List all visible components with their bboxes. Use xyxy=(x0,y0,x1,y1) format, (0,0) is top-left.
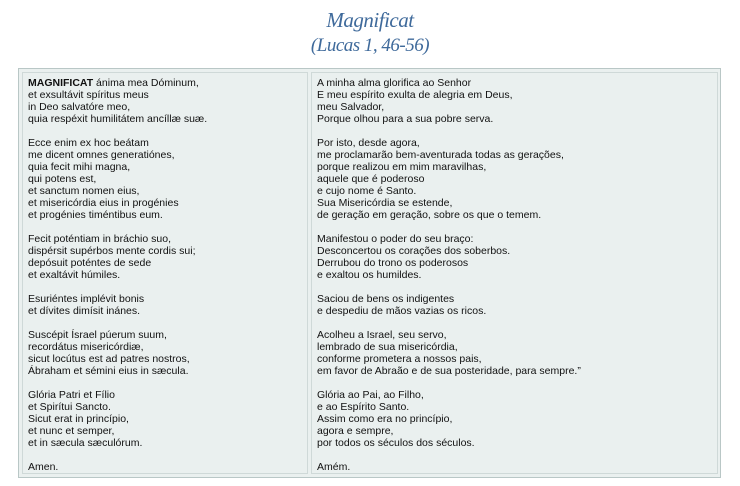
portuguese-stanza-1 xyxy=(317,77,717,125)
portuguese-line: E meu espírito exulta de alegria em Deus, xyxy=(317,89,513,101)
portuguese-line: e ao Espírito Santo. xyxy=(317,401,410,413)
latin-line: in Deo salvatóre meo, xyxy=(28,101,131,113)
latin-line: et in sæcula sæculórum. xyxy=(28,437,143,449)
portuguese-stanza-4 xyxy=(317,293,717,317)
portuguese-line: e despediu de mãos vazias os ricos. xyxy=(317,305,487,317)
portuguese-line: Assim como era no princípio, xyxy=(317,413,453,425)
portuguese-line: por todos os séculos dos séculos. xyxy=(317,437,475,449)
latin-line: quia fecit mihi magna, xyxy=(28,161,131,173)
portuguese-line: lembrado de sua misericórdia, xyxy=(317,341,458,353)
portuguese-stanza-7 xyxy=(317,461,717,473)
latin-first-line xyxy=(28,77,307,89)
portuguese-line: e exaltou os humildes. xyxy=(317,269,422,281)
latin-line: et progénies timéntibus eum. xyxy=(28,209,163,221)
latin-line: et exsultávit spíritus meus xyxy=(28,89,149,101)
latin-line: Fecit poténtiam in bráchio suo, xyxy=(28,233,171,245)
latin-stanza-5 xyxy=(28,329,307,377)
latin-line: Esuriéntes implévit bonis xyxy=(28,293,145,305)
portuguese-line: Sua Misericórdia se estende, xyxy=(317,197,453,209)
latin-stanza-2 xyxy=(28,137,307,221)
portuguese-line: Glória ao Pai, ao Filho, xyxy=(317,389,424,401)
latin-line: Ábraham et sémini eius in sæcula. xyxy=(28,365,189,377)
portuguese-line: conforme prometera a nossos pais, xyxy=(317,353,482,365)
portuguese-line: de geração em geração, sobre os que o temem. xyxy=(317,209,542,221)
latin-line: quia respéxit humilitátem ancíllæ suæ. xyxy=(28,113,208,125)
latin-line: qui potens est, xyxy=(28,173,97,185)
portuguese-stanza-3 xyxy=(317,233,717,281)
latin-first-word: MAGNIFICAT xyxy=(28,77,94,89)
portuguese-line: agora e sempre, xyxy=(317,425,394,437)
latin-line: et exaltávit húmiles. xyxy=(28,269,121,281)
portuguese-line: em favor de Abraão e de sua posteridade, para sempre.” xyxy=(317,365,581,377)
latin-line: et sanctum nomen eius, xyxy=(28,185,140,197)
portuguese-column xyxy=(311,72,718,474)
latin-line: et Spirítui Sancto. xyxy=(28,401,111,413)
latin-stanza-3 xyxy=(28,233,307,281)
latin-first-line-rest: ánima mea Dóminum, xyxy=(93,77,199,89)
portuguese-line: Amém. xyxy=(317,461,351,473)
portuguese-line: Porque olhou para a sua pobre serva. xyxy=(317,113,494,125)
page-subtitle: (Lucas 1, 46-56) xyxy=(310,35,430,56)
portuguese-line: meu Salvador, xyxy=(317,101,385,113)
latin-line: me dicent omnes generatiónes, xyxy=(28,149,175,161)
portuguese-line: me proclamarão bem-aventurada todas as gerações, xyxy=(317,149,564,161)
latin-line: depósuit poténtes de sede xyxy=(28,257,152,269)
latin-line: Suscépit Ísrael púerum suum, xyxy=(28,329,167,341)
latin-stanza-4 xyxy=(28,293,307,317)
text-table xyxy=(18,68,721,478)
latin-line: Sicut erat in princípio, xyxy=(28,413,129,425)
portuguese-line: Desconcertou os corações dos soberbos. xyxy=(317,245,511,257)
portuguese-line: aquele que é poderoso xyxy=(317,173,425,185)
portuguese-stanza-6 xyxy=(317,389,717,449)
portuguese-line: Por isto, desde agora, xyxy=(317,137,420,149)
latin-line: Amen. xyxy=(28,461,59,473)
portuguese-stanza-5 xyxy=(317,329,717,377)
latin-stanza-7 xyxy=(28,461,307,473)
latin-line: et misericórdia eius in progénies xyxy=(28,197,179,209)
latin-line: et nunc et semper, xyxy=(28,425,115,437)
latin-stanza-1 xyxy=(28,77,307,125)
latin-line: Ecce enim ex hoc beátam xyxy=(28,137,149,149)
latin-line: dispérsit supérbos mente cordis sui; xyxy=(28,245,196,257)
portuguese-line: Manifestou o poder do seu braço: xyxy=(317,233,474,245)
latin-line: et dívites dimísit inánes. xyxy=(28,305,141,317)
latin-column xyxy=(22,72,308,474)
portuguese-stanza-2 xyxy=(317,137,717,221)
portuguese-line: A minha alma glorifica ao Senhor xyxy=(317,77,472,89)
portuguese-line: e cujo nome é Santo. xyxy=(317,185,417,197)
latin-stanza-6 xyxy=(28,389,307,449)
portuguese-line: Derrubou do trono os poderosos xyxy=(317,257,469,269)
portuguese-line: Acolheu a Israel, seu servo, xyxy=(317,329,447,341)
latin-line: sicut locútus est ad patres nostros, xyxy=(28,353,190,365)
latin-line: Glória Patri et Fílio xyxy=(28,389,115,401)
page-title: Magnificat xyxy=(326,8,414,32)
portuguese-line: porque realizou em mim maravilhas, xyxy=(317,161,487,173)
latin-line: recordátus misericórdiæ, xyxy=(28,341,144,353)
portuguese-line: Saciou de bens os indigentes xyxy=(317,293,455,305)
